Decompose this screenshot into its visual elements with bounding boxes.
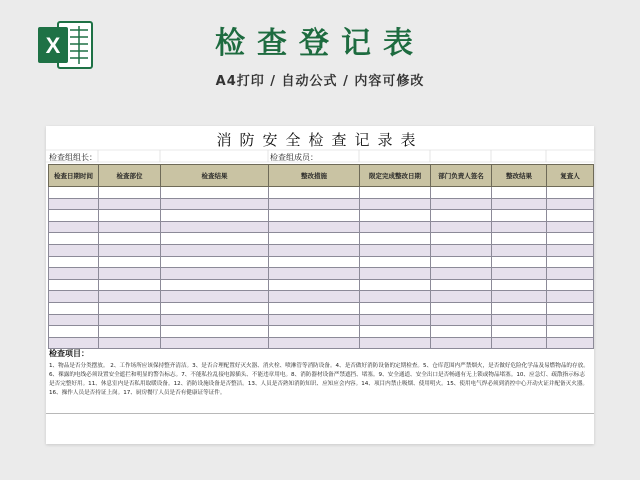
- table-cell[interactable]: [99, 221, 161, 233]
- table-cell[interactable]: [431, 326, 492, 338]
- spreadsheet-preview: [46, 126, 594, 444]
- table-cell[interactable]: [360, 210, 431, 222]
- column-header: 整改措施: [269, 165, 360, 187]
- table-cell[interactable]: [492, 210, 547, 222]
- table-cell[interactable]: [492, 337, 547, 349]
- items-text: 1、物品是否分类摆放。 2、工作场所应该保持整齐清洁。3、是否合理配置好灭火器、消火栓、喷淋管等消防设备。4、是否做好消防设备的定期检查。5、仓库范围内严禁烟火，是否做好危险化学品及易燃物品的存放。6、裸露的电线必须设置安全遮拦和明显的警告标志。7、不能私拉乱接电源插头、不能违章用电。8、消防器材设备严禁遮挡、堵塞。9、安全通道、安全出口是否畅通有无上锁或物品堵塞。10、应急灯、疏散指示标志是否完整好用。11、休息室内是否私用取暖设备。12、消防设施设备是否整洁。13、人员是否熟知消防知识、应知应会内容。14、项目内禁止吸烟、使用明火。15、使用电气焊必须到消控中心开动火证并配备灭火器。16、操作人员是否持证上岗。17、厨房餐厅人员是否有健康证等证件。: [49, 363, 589, 396]
- member-label: 检查组成员：: [270, 153, 318, 162]
- table-cell[interactable]: [99, 256, 161, 268]
- table-cell[interactable]: [547, 314, 594, 326]
- table-cell[interactable]: [269, 302, 360, 314]
- table-cell[interactable]: [492, 221, 547, 233]
- table-cell[interactable]: [547, 291, 594, 303]
- table-cell[interactable]: [360, 198, 431, 210]
- table-row: [49, 279, 594, 291]
- table-cell[interactable]: [431, 279, 492, 291]
- table-row: [49, 221, 594, 233]
- table-cell[interactable]: [360, 268, 431, 280]
- table-cell[interactable]: [492, 314, 547, 326]
- table-cell[interactable]: [161, 198, 269, 210]
- table-row: [49, 233, 594, 245]
- table-cell[interactable]: [161, 221, 269, 233]
- table-row: [49, 291, 594, 303]
- table-cell[interactable]: [269, 279, 360, 291]
- table-cell[interactable]: [547, 233, 594, 245]
- table-cell[interactable]: [161, 314, 269, 326]
- table-cell[interactable]: [360, 187, 431, 199]
- table-cell[interactable]: [99, 210, 161, 222]
- table-row: [49, 244, 594, 256]
- table-row: [49, 337, 594, 349]
- table-cell[interactable]: [431, 314, 492, 326]
- table-cell[interactable]: [431, 256, 492, 268]
- table-cell[interactable]: [360, 244, 431, 256]
- table-cell[interactable]: [49, 302, 99, 314]
- table-cell[interactable]: [269, 210, 360, 222]
- table-row: [49, 256, 594, 268]
- table-cell[interactable]: [492, 268, 547, 280]
- table-row: [49, 198, 594, 210]
- table-cell[interactable]: [161, 256, 269, 268]
- table-cell[interactable]: [360, 337, 431, 349]
- table-cell[interactable]: [269, 291, 360, 303]
- table-cell[interactable]: [161, 233, 269, 245]
- table-cell[interactable]: [99, 187, 161, 199]
- column-header: 限定完成整改日期: [360, 165, 431, 187]
- table-cell[interactable]: [547, 326, 594, 338]
- table-cell[interactable]: [49, 256, 99, 268]
- table-cell[interactable]: [99, 198, 161, 210]
- table-cell[interactable]: [269, 337, 360, 349]
- table-cell[interactable]: [269, 314, 360, 326]
- table-cell[interactable]: [49, 279, 99, 291]
- table-row: [49, 210, 594, 222]
- table-cell[interactable]: [360, 326, 431, 338]
- table-cell[interactable]: [49, 326, 99, 338]
- table-cell[interactable]: [161, 326, 269, 338]
- table-cell[interactable]: [547, 210, 594, 222]
- table-cell[interactable]: [360, 233, 431, 245]
- table-cell[interactable]: [49, 244, 99, 256]
- table-cell[interactable]: [431, 244, 492, 256]
- table-cell[interactable]: [269, 244, 360, 256]
- table-cell[interactable]: [547, 302, 594, 314]
- table-header-row: [49, 165, 594, 187]
- table-cell[interactable]: [161, 268, 269, 280]
- table-cell[interactable]: [269, 326, 360, 338]
- table-cell[interactable]: [49, 268, 99, 280]
- table-cell[interactable]: [431, 187, 492, 199]
- table-cell[interactable]: [431, 268, 492, 280]
- items-heading: 检查项目：: [49, 349, 89, 358]
- logo-letter: X: [45, 33, 61, 58]
- table-cell[interactable]: [161, 210, 269, 222]
- table-cell[interactable]: [431, 337, 492, 349]
- table-cell[interactable]: [161, 279, 269, 291]
- table-cell[interactable]: [49, 187, 99, 199]
- column-header: 检查部位: [99, 165, 161, 187]
- table-row: [49, 268, 594, 280]
- table-row: [49, 187, 594, 199]
- sheet-title: 消防安全检查记录表: [216, 131, 424, 149]
- table-cell[interactable]: [431, 291, 492, 303]
- column-header: 部门负责人签名: [431, 165, 492, 187]
- table-cell[interactable]: [360, 279, 431, 291]
- table-cell[interactable]: [269, 198, 360, 210]
- table-cell[interactable]: [492, 326, 547, 338]
- table-cell[interactable]: [161, 244, 269, 256]
- table-cell[interactable]: [360, 256, 431, 268]
- table-cell[interactable]: [360, 291, 431, 303]
- sheet-bottom-rule: [46, 413, 594, 414]
- table-cell[interactable]: [547, 198, 594, 210]
- table-cell[interactable]: [547, 279, 594, 291]
- table-cell[interactable]: [269, 233, 360, 245]
- table-row: [49, 314, 594, 326]
- table-cell[interactable]: [99, 279, 161, 291]
- table-cell[interactable]: [431, 221, 492, 233]
- table-cell[interactable]: [360, 314, 431, 326]
- table-cell[interactable]: [492, 198, 547, 210]
- table-cell[interactable]: [492, 187, 547, 199]
- table-cell[interactable]: [360, 221, 431, 233]
- page-title: 检查登记表: [215, 26, 425, 61]
- table-cell[interactable]: [431, 302, 492, 314]
- column-header: 整改结果: [492, 165, 547, 187]
- table-cell[interactable]: [99, 244, 161, 256]
- table-row: [49, 302, 594, 314]
- table-cell[interactable]: [547, 244, 594, 256]
- table-cell[interactable]: [99, 337, 161, 349]
- table-cell[interactable]: [49, 233, 99, 245]
- table-cell[interactable]: [269, 268, 360, 280]
- column-header: 检查结果: [161, 165, 269, 187]
- table-cell[interactable]: [269, 187, 360, 199]
- table-cell[interactable]: [492, 244, 547, 256]
- table-cell[interactable]: [99, 314, 161, 326]
- table-cell[interactable]: [161, 187, 269, 199]
- page-subtitle: A4打印 / 自动公式 / 内容可修改: [215, 74, 425, 89]
- table-row: [49, 326, 594, 338]
- table-cell[interactable]: [547, 256, 594, 268]
- table-cell[interactable]: [269, 256, 360, 268]
- table-cell[interactable]: [161, 337, 269, 349]
- table-cell[interactable]: [49, 221, 99, 233]
- table-cell[interactable]: [547, 221, 594, 233]
- table-cell[interactable]: [547, 337, 594, 349]
- table-cell[interactable]: [161, 291, 269, 303]
- table-cell[interactable]: [547, 268, 594, 280]
- table-cell[interactable]: [49, 314, 99, 326]
- table-cell[interactable]: [492, 233, 547, 245]
- table-cell[interactable]: [49, 198, 99, 210]
- table-cell[interactable]: [49, 291, 99, 303]
- table-cell[interactable]: [99, 268, 161, 280]
- leader-label: 检查组组长：: [49, 153, 97, 162]
- inspection-table: [48, 164, 594, 349]
- table-cell[interactable]: [49, 210, 99, 222]
- table-cell[interactable]: [360, 302, 431, 314]
- table-cell[interactable]: [269, 221, 360, 233]
- table-cell[interactable]: [161, 302, 269, 314]
- table-cell[interactable]: [492, 291, 547, 303]
- table-cell[interactable]: [99, 233, 161, 245]
- table-cell[interactable]: [431, 198, 492, 210]
- table-cell[interactable]: [492, 256, 547, 268]
- table-cell[interactable]: [492, 302, 547, 314]
- column-header: 复查人: [547, 165, 594, 187]
- table-cell[interactable]: [431, 210, 492, 222]
- table-cell[interactable]: [547, 187, 594, 199]
- table-cell[interactable]: [492, 279, 547, 291]
- table-cell[interactable]: [99, 291, 161, 303]
- table-cell[interactable]: [99, 302, 161, 314]
- table-cell[interactable]: [431, 233, 492, 245]
- table-cell[interactable]: [99, 326, 161, 338]
- column-header: 检查日期时间: [49, 165, 99, 187]
